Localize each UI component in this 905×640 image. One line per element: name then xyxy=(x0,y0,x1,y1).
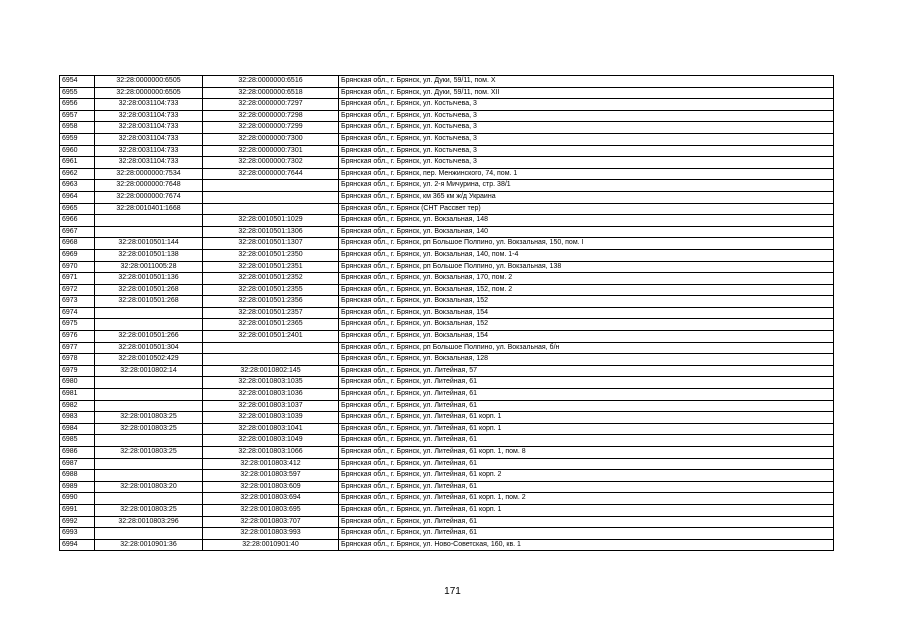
table-row xyxy=(60,331,834,343)
object-cadastral-cell xyxy=(203,354,339,366)
address-cell: Брянская обл., г. Брянск, ул. Дуки, 59/11, пом. XII xyxy=(339,87,834,99)
parcel-cadastral-cell xyxy=(95,493,203,505)
address-cell: Брянская обл., г. Брянск, ул. Литейная, 61 xyxy=(339,435,834,447)
row-number-cell: 6992 xyxy=(60,516,95,528)
parcel-cadastral-cell: 32:28:0000000:7674 xyxy=(95,191,203,203)
address-cell: Брянская обл., г. Брянск, ул. Вокзальная, 170, пом. 2 xyxy=(339,273,834,285)
row-number-cell: 6954 xyxy=(60,76,95,88)
table-row xyxy=(60,180,834,192)
parcel-cadastral-cell: 32:28:0010803:25 xyxy=(95,412,203,424)
address-cell: Брянская обл., г. Брянск, ул. Литейная, 61 корп. 1, пом. 8 xyxy=(339,447,834,459)
address-cell: Брянская обл., г. Брянск, рп Большое Полпино, ул. Вокзальная, 150, пом. I xyxy=(339,238,834,250)
object-cadastral-cell: 32:28:0010901:40 xyxy=(203,539,339,551)
parcel-cadastral-cell: 32:28:0010501:268 xyxy=(95,296,203,308)
object-cadastral-cell: 32:28:0010501:2401 xyxy=(203,331,339,343)
row-number-cell: 6981 xyxy=(60,389,95,401)
parcel-cadastral-cell: 32:28:0010501:304 xyxy=(95,342,203,354)
table-row xyxy=(60,261,834,273)
table-row xyxy=(60,157,834,169)
parcel-cadastral-cell: 32:28:0031104:733 xyxy=(95,157,203,169)
row-number-cell: 6987 xyxy=(60,458,95,470)
object-cadastral-cell: 32:28:0010803:1037 xyxy=(203,400,339,412)
address-cell: Брянская обл., г. Брянск, ул. Вокзальная, 152 xyxy=(339,319,834,331)
parcel-cadastral-cell: 32:28:0010502:429 xyxy=(95,354,203,366)
object-cadastral-cell: 32:28:0000000:7301 xyxy=(203,145,339,157)
address-cell: Брянская обл., г. Брянск, ул. Литейная, 61 корп. 1, пом. 2 xyxy=(339,493,834,505)
address-cell: Брянская обл., г. Брянск, ул. Дуки, 59/11, пом. X xyxy=(339,76,834,88)
table-row xyxy=(60,215,834,227)
row-number-cell: 6982 xyxy=(60,400,95,412)
table-row xyxy=(60,296,834,308)
parcel-cadastral-cell: 32:28:0031104:733 xyxy=(95,122,203,134)
table-row xyxy=(60,145,834,157)
address-cell: Брянская обл., г. Брянск, ул. Литейная, 61 xyxy=(339,516,834,528)
table-row xyxy=(60,377,834,389)
row-number-cell: 6993 xyxy=(60,528,95,540)
object-cadastral-cell xyxy=(203,191,339,203)
table-row xyxy=(60,342,834,354)
row-number-cell: 6989 xyxy=(60,481,95,493)
page-number: 171 xyxy=(444,586,461,597)
parcel-cadastral-cell xyxy=(95,226,203,238)
address-cell: Брянская обл., г. Брянск, ул. Костычева, 3 xyxy=(339,122,834,134)
parcel-cadastral-cell: 32:28:0010901:36 xyxy=(95,539,203,551)
object-cadastral-cell: 32:28:0010803:1039 xyxy=(203,412,339,424)
address-cell: Брянская обл., г. Брянск, ул. Вокзальная, 140 xyxy=(339,226,834,238)
row-number-cell: 6988 xyxy=(60,470,95,482)
parcel-cadastral-cell xyxy=(95,400,203,412)
row-number-cell: 6956 xyxy=(60,99,95,111)
parcel-cadastral-cell: 32:28:0011005:28 xyxy=(95,261,203,273)
parcel-cadastral-cell: 32:28:0010803:25 xyxy=(95,447,203,459)
table-row xyxy=(60,203,834,215)
parcel-cadastral-cell: 32:28:0010501:266 xyxy=(95,331,203,343)
address-cell: Брянская обл., г. Брянск, ул. Литейная, 61 xyxy=(339,377,834,389)
row-number-cell: 6983 xyxy=(60,412,95,424)
address-cell: Брянская обл., г. Брянск, ул. Литейная, 61 корп. 1 xyxy=(339,412,834,424)
table-row xyxy=(60,133,834,145)
row-number-cell: 6976 xyxy=(60,331,95,343)
address-cell: Брянская обл., г. Брянск, ул. Вокзальная, 154 xyxy=(339,307,834,319)
object-cadastral-cell: 32:28:0010803:993 xyxy=(203,528,339,540)
address-cell: Брянская обл., г. Брянск, ул. Вокзальная, 152, пом. 2 xyxy=(339,284,834,296)
table-row xyxy=(60,354,834,366)
address-cell: Брянская обл., г. Брянск, ул. Вокзальная, 154 xyxy=(339,331,834,343)
parcel-cadastral-cell: 32:28:0031104:733 xyxy=(95,133,203,145)
table-row xyxy=(60,493,834,505)
object-cadastral-cell: 32:28:0000000:6518 xyxy=(203,87,339,99)
object-cadastral-cell: 32:28:0010501:1029 xyxy=(203,215,339,227)
row-number-cell: 6978 xyxy=(60,354,95,366)
table-row xyxy=(60,504,834,516)
row-number-cell: 6986 xyxy=(60,447,95,459)
row-number-cell: 6969 xyxy=(60,249,95,261)
object-cadastral-cell: 32:28:0010501:2365 xyxy=(203,319,339,331)
address-cell: Брянская обл., г. Брянск, ул. Вокзальная, 152 xyxy=(339,296,834,308)
table-row xyxy=(60,516,834,528)
table-row xyxy=(60,273,834,285)
row-number-cell: 6979 xyxy=(60,365,95,377)
parcel-cadastral-cell: 32:28:0000000:6505 xyxy=(95,76,203,88)
table-row xyxy=(60,122,834,134)
row-number-cell: 6959 xyxy=(60,133,95,145)
address-cell: Брянская обл., г. Брянск, ул. Вокзальная, 148 xyxy=(339,215,834,227)
row-number-cell: 6964 xyxy=(60,191,95,203)
table-row xyxy=(60,435,834,447)
object-cadastral-cell: 32:28:0010803:1049 xyxy=(203,435,339,447)
parcel-cadastral-cell: 32:28:0010501:136 xyxy=(95,273,203,285)
property-table xyxy=(59,75,834,551)
row-number-cell: 6966 xyxy=(60,215,95,227)
parcel-cadastral-cell: 32:28:0000000:6505 xyxy=(95,87,203,99)
address-cell: Брянская обл., г. Брянск, ул. Вокзальная, 140, пом. 1-4 xyxy=(339,249,834,261)
table-row xyxy=(60,365,834,377)
object-cadastral-cell xyxy=(203,203,339,215)
parcel-cadastral-cell xyxy=(95,307,203,319)
parcel-cadastral-cell: 32:28:0031104:733 xyxy=(95,145,203,157)
parcel-cadastral-cell xyxy=(95,528,203,540)
object-cadastral-cell: 32:28:0010501:2351 xyxy=(203,261,339,273)
address-cell: Брянская обл., г. Брянск, рп Большое Полпино, ул. Вокзальная, б/н xyxy=(339,342,834,354)
row-number-cell: 6984 xyxy=(60,423,95,435)
object-cadastral-cell: 32:28:0000000:7644 xyxy=(203,168,339,180)
parcel-cadastral-cell xyxy=(95,470,203,482)
parcel-cadastral-cell: 32:28:0010803:25 xyxy=(95,423,203,435)
table-row xyxy=(60,528,834,540)
address-cell: Брянская обл., г. Брянск, ул. Литейная, 57 xyxy=(339,365,834,377)
address-cell: Брянская обл., г. Брянск, ул. Литейная, 61 xyxy=(339,458,834,470)
row-number-cell: 6990 xyxy=(60,493,95,505)
object-cadastral-cell: 32:28:0010802:145 xyxy=(203,365,339,377)
parcel-cadastral-cell: 32:28:0010803:25 xyxy=(95,504,203,516)
object-cadastral-cell: 32:28:0010501:2357 xyxy=(203,307,339,319)
row-number-cell: 6960 xyxy=(60,145,95,157)
address-cell: Брянская обл., г. Брянск, пер. Менжинского, 74, пом. 1 xyxy=(339,168,834,180)
object-cadastral-cell: 32:28:0000000:6516 xyxy=(203,76,339,88)
row-number-cell: 6972 xyxy=(60,284,95,296)
row-number-cell: 6991 xyxy=(60,504,95,516)
table-row xyxy=(60,87,834,99)
row-number-cell: 6962 xyxy=(60,168,95,180)
table-row xyxy=(60,168,834,180)
row-number-cell: 6957 xyxy=(60,110,95,122)
row-number-cell: 6955 xyxy=(60,87,95,99)
address-cell: Брянская обл., г. Брянск, ул. Литейная, 61 xyxy=(339,528,834,540)
parcel-cadastral-cell xyxy=(95,458,203,470)
address-cell: Брянская обл., г. Брянск, км 365 км ж/д Украина xyxy=(339,191,834,203)
object-cadastral-cell xyxy=(203,180,339,192)
parcel-cadastral-cell: 32:28:0010501:144 xyxy=(95,238,203,250)
table-row xyxy=(60,458,834,470)
table-row xyxy=(60,447,834,459)
row-number-cell: 6994 xyxy=(60,539,95,551)
row-number-cell: 6971 xyxy=(60,273,95,285)
row-number-cell: 6961 xyxy=(60,157,95,169)
parcel-cadastral-cell xyxy=(95,389,203,401)
table-row xyxy=(60,319,834,331)
row-number-cell: 6970 xyxy=(60,261,95,273)
row-number-cell: 6963 xyxy=(60,180,95,192)
table-row xyxy=(60,423,834,435)
row-number-cell: 6958 xyxy=(60,122,95,134)
parcel-cadastral-cell: 32:28:0010501:138 xyxy=(95,249,203,261)
parcel-cadastral-cell xyxy=(95,377,203,389)
address-cell: Брянская обл., г. Брянск, ул. Костычева, 3 xyxy=(339,133,834,145)
table-row xyxy=(60,307,834,319)
table-row xyxy=(60,412,834,424)
parcel-cadastral-cell: 32:28:0031104:733 xyxy=(95,110,203,122)
object-cadastral-cell: 32:28:0000000:7297 xyxy=(203,99,339,111)
table-row xyxy=(60,99,834,111)
table-row xyxy=(60,400,834,412)
row-number-cell: 6974 xyxy=(60,307,95,319)
object-cadastral-cell xyxy=(203,342,339,354)
object-cadastral-cell: 32:28:0010501:1307 xyxy=(203,238,339,250)
address-cell: Брянская обл., г. Брянск, ул. 2-я Мичурина, стр. 38/1 xyxy=(339,180,834,192)
table-row xyxy=(60,226,834,238)
table-row xyxy=(60,110,834,122)
row-number-cell: 6973 xyxy=(60,296,95,308)
parcel-cadastral-cell xyxy=(95,435,203,447)
table-row xyxy=(60,76,834,88)
object-cadastral-cell: 32:28:0010501:2356 xyxy=(203,296,339,308)
row-number-cell: 6980 xyxy=(60,377,95,389)
object-cadastral-cell: 32:28:0000000:7300 xyxy=(203,133,339,145)
table-row xyxy=(60,284,834,296)
parcel-cadastral-cell: 32:28:0031104:733 xyxy=(95,99,203,111)
address-cell: Брянская обл., г. Брянск, ул. Ново-Советская, 160, кв. 1 xyxy=(339,539,834,551)
address-cell: Брянская обл., г. Брянск, ул. Литейная, 61 корп. 1 xyxy=(339,423,834,435)
row-number-cell: 6965 xyxy=(60,203,95,215)
address-cell: Брянская обл., г. Брянск, ул. Костычева, 3 xyxy=(339,145,834,157)
address-cell: Брянская обл., г. Брянск, ул. Костычева, 3 xyxy=(339,99,834,111)
object-cadastral-cell: 32:28:0010501:1306 xyxy=(203,226,339,238)
object-cadastral-cell: 32:28:0010803:694 xyxy=(203,493,339,505)
address-cell: Брянская обл., г. Брянск, ул. Литейная, 61 корп. 2 xyxy=(339,470,834,482)
row-number-cell: 6968 xyxy=(60,238,95,250)
address-cell: Брянская обл., г. Брянск, ул. Костычева, 3 xyxy=(339,157,834,169)
object-cadastral-cell: 32:28:0010803:609 xyxy=(203,481,339,493)
row-number-cell: 6985 xyxy=(60,435,95,447)
parcel-cadastral-cell: 32:28:0010401:1668 xyxy=(95,203,203,215)
parcel-cadastral-cell: 32:28:0010501:268 xyxy=(95,284,203,296)
address-cell: Брянская обл., г. Брянск (СНТ Рассвет тер) xyxy=(339,203,834,215)
object-cadastral-cell: 32:28:0010803:1041 xyxy=(203,423,339,435)
object-cadastral-cell: 32:28:0010803:1035 xyxy=(203,377,339,389)
object-cadastral-cell: 32:28:0010501:2350 xyxy=(203,249,339,261)
object-cadastral-cell: 32:28:0000000:7298 xyxy=(203,110,339,122)
address-cell: Брянская обл., г. Брянск, ул. Литейная, 61 корп. 1 xyxy=(339,504,834,516)
object-cadastral-cell: 32:28:0010803:412 xyxy=(203,458,339,470)
object-cadastral-cell: 32:28:0010501:2352 xyxy=(203,273,339,285)
table-row xyxy=(60,191,834,203)
address-cell: Брянская обл., г. Брянск, рп Большое Полпино, ул. Вокзальная, 138 xyxy=(339,261,834,273)
address-cell: Брянская обл., г. Брянск, ул. Литейная, 61 xyxy=(339,389,834,401)
table-row xyxy=(60,238,834,250)
address-cell: Брянская обл., г. Брянск, ул. Вокзальная, 128 xyxy=(339,354,834,366)
parcel-cadastral-cell: 32:28:0010803:20 xyxy=(95,481,203,493)
parcel-cadastral-cell: 32:28:0010802:14 xyxy=(95,365,203,377)
row-number-cell: 6977 xyxy=(60,342,95,354)
object-cadastral-cell: 32:28:0000000:7302 xyxy=(203,157,339,169)
address-cell: Брянская обл., г. Брянск, ул. Костычева, 3 xyxy=(339,110,834,122)
table-row xyxy=(60,249,834,261)
row-number-cell: 6967 xyxy=(60,226,95,238)
address-cell: Брянская обл., г. Брянск, ул. Литейная, 61 xyxy=(339,481,834,493)
table-row xyxy=(60,481,834,493)
table-row xyxy=(60,389,834,401)
row-number-cell: 6975 xyxy=(60,319,95,331)
object-cadastral-cell: 32:28:0000000:7299 xyxy=(203,122,339,134)
parcel-cadastral-cell xyxy=(95,215,203,227)
parcel-cadastral-cell: 32:28:0000000:7534 xyxy=(95,168,203,180)
object-cadastral-cell: 32:28:0010803:1066 xyxy=(203,447,339,459)
address-cell: Брянская обл., г. Брянск, ул. Литейная, 61 xyxy=(339,400,834,412)
object-cadastral-cell: 32:28:0010803:1036 xyxy=(203,389,339,401)
object-cadastral-cell: 32:28:0010803:695 xyxy=(203,504,339,516)
object-cadastral-cell: 32:28:0010803:707 xyxy=(203,516,339,528)
table-row xyxy=(60,539,834,551)
table-row xyxy=(60,470,834,482)
parcel-cadastral-cell: 32:28:0010803:296 xyxy=(95,516,203,528)
parcel-cadastral-cell xyxy=(95,319,203,331)
parcel-cadastral-cell: 32:28:0000000:7648 xyxy=(95,180,203,192)
object-cadastral-cell: 32:28:0010803:597 xyxy=(203,470,339,482)
object-cadastral-cell: 32:28:0010501:2355 xyxy=(203,284,339,296)
property-table-body xyxy=(60,76,834,551)
